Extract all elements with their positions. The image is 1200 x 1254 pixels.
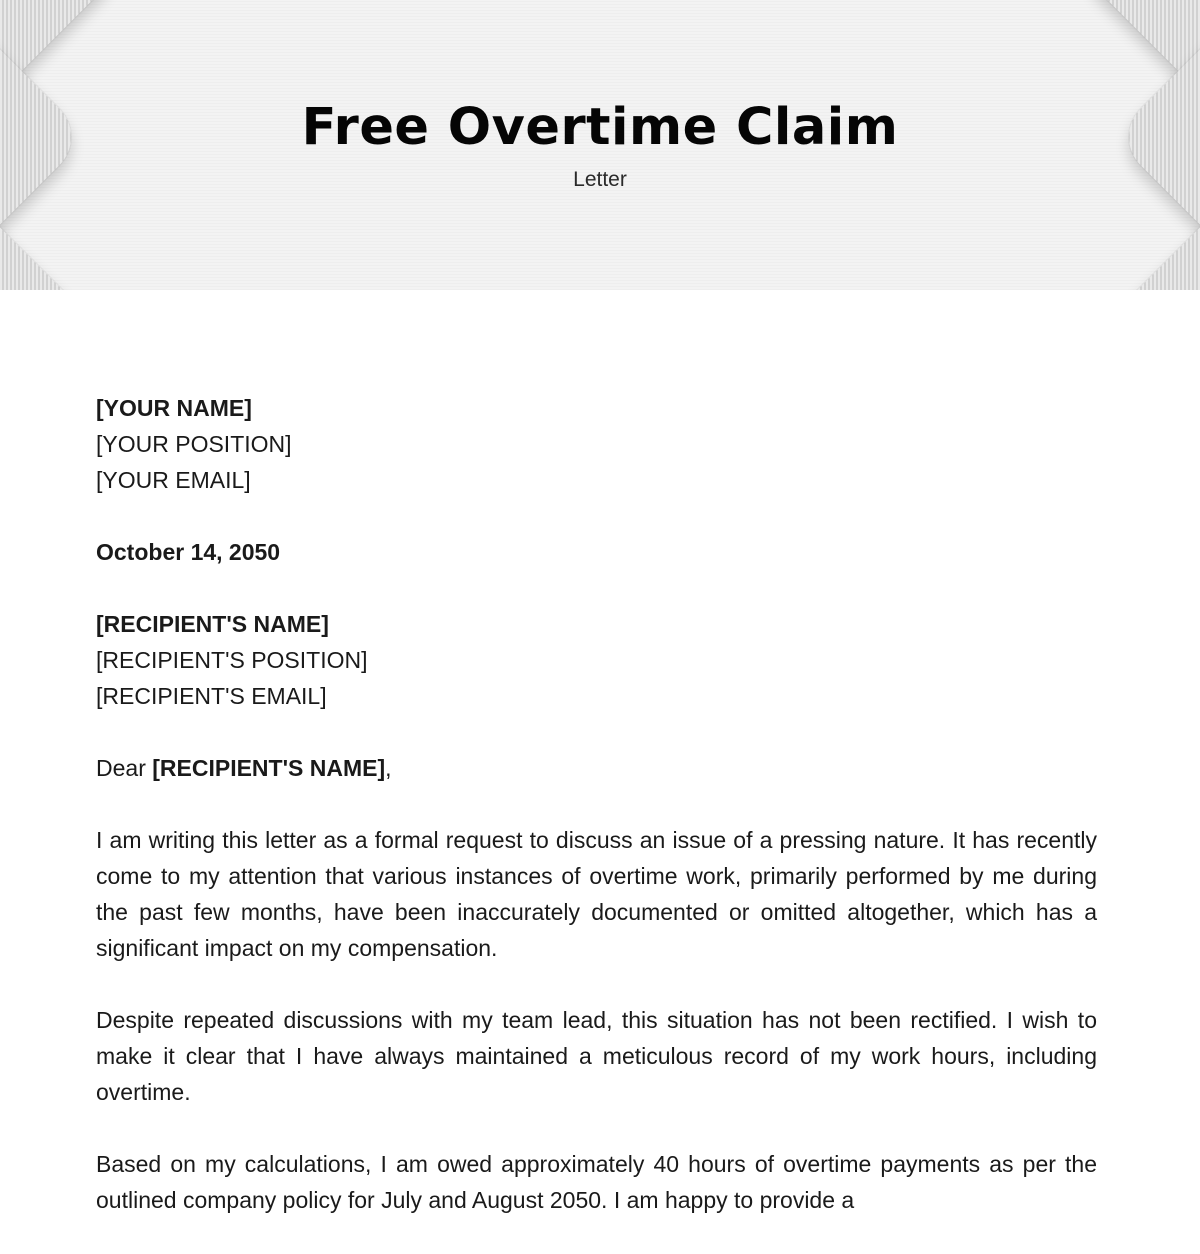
sender-name: [YOUR NAME] (96, 395, 252, 421)
date-block (96, 534, 1097, 570)
sender-block (96, 390, 1097, 498)
decorative-shape-bottom-right (1072, 192, 1200, 290)
salutation-name: [RECIPIENT'S NAME] (152, 755, 386, 781)
letter-date: October 14, 2050 (96, 539, 281, 565)
sender-email: [YOUR EMAIL] (96, 467, 251, 493)
recipient-email: [RECIPIENT'S EMAIL] (96, 683, 327, 709)
page-title: Free Overtime Claim (301, 98, 899, 157)
recipient-name: [RECIPIENT'S NAME] (96, 611, 329, 637)
salutation-suffix: , (385, 755, 392, 781)
salutation (96, 750, 1097, 786)
salutation-prefix: Dear (96, 755, 153, 781)
page-subtitle: Letter (573, 168, 627, 191)
decorative-shape-bottom-left (0, 192, 128, 290)
recipient-position: [RECIPIENT'S POSITION] (96, 647, 368, 673)
recipient-block (96, 606, 1097, 714)
letter-body (96, 390, 1097, 1254)
body-paragraph-2: Despite repeated discussions with my team lead, this situation has not been rectified. I wish to make it clear that I have always maintained a meticulous record of my work hours, including overtime. (96, 1007, 1097, 1105)
letter-header (0, 0, 1200, 290)
body-paragraph-1: I am writing this letter as a formal request to discuss an issue of a pressing nature. It has recently come to my attention that various instances of overtime work, primarily performed by me during the past few months, have been inaccurately documented or omitted altogether, which has a significant impact on my compensation. (96, 827, 1097, 961)
sender-position: [YOUR POSITION] (96, 431, 292, 457)
body-paragraph-3: Based on my calculations, I am owed approximately 40 hours of overtime payments as per the outlined company policy for July and August 2050. I am happy to provide a (96, 1151, 1097, 1213)
